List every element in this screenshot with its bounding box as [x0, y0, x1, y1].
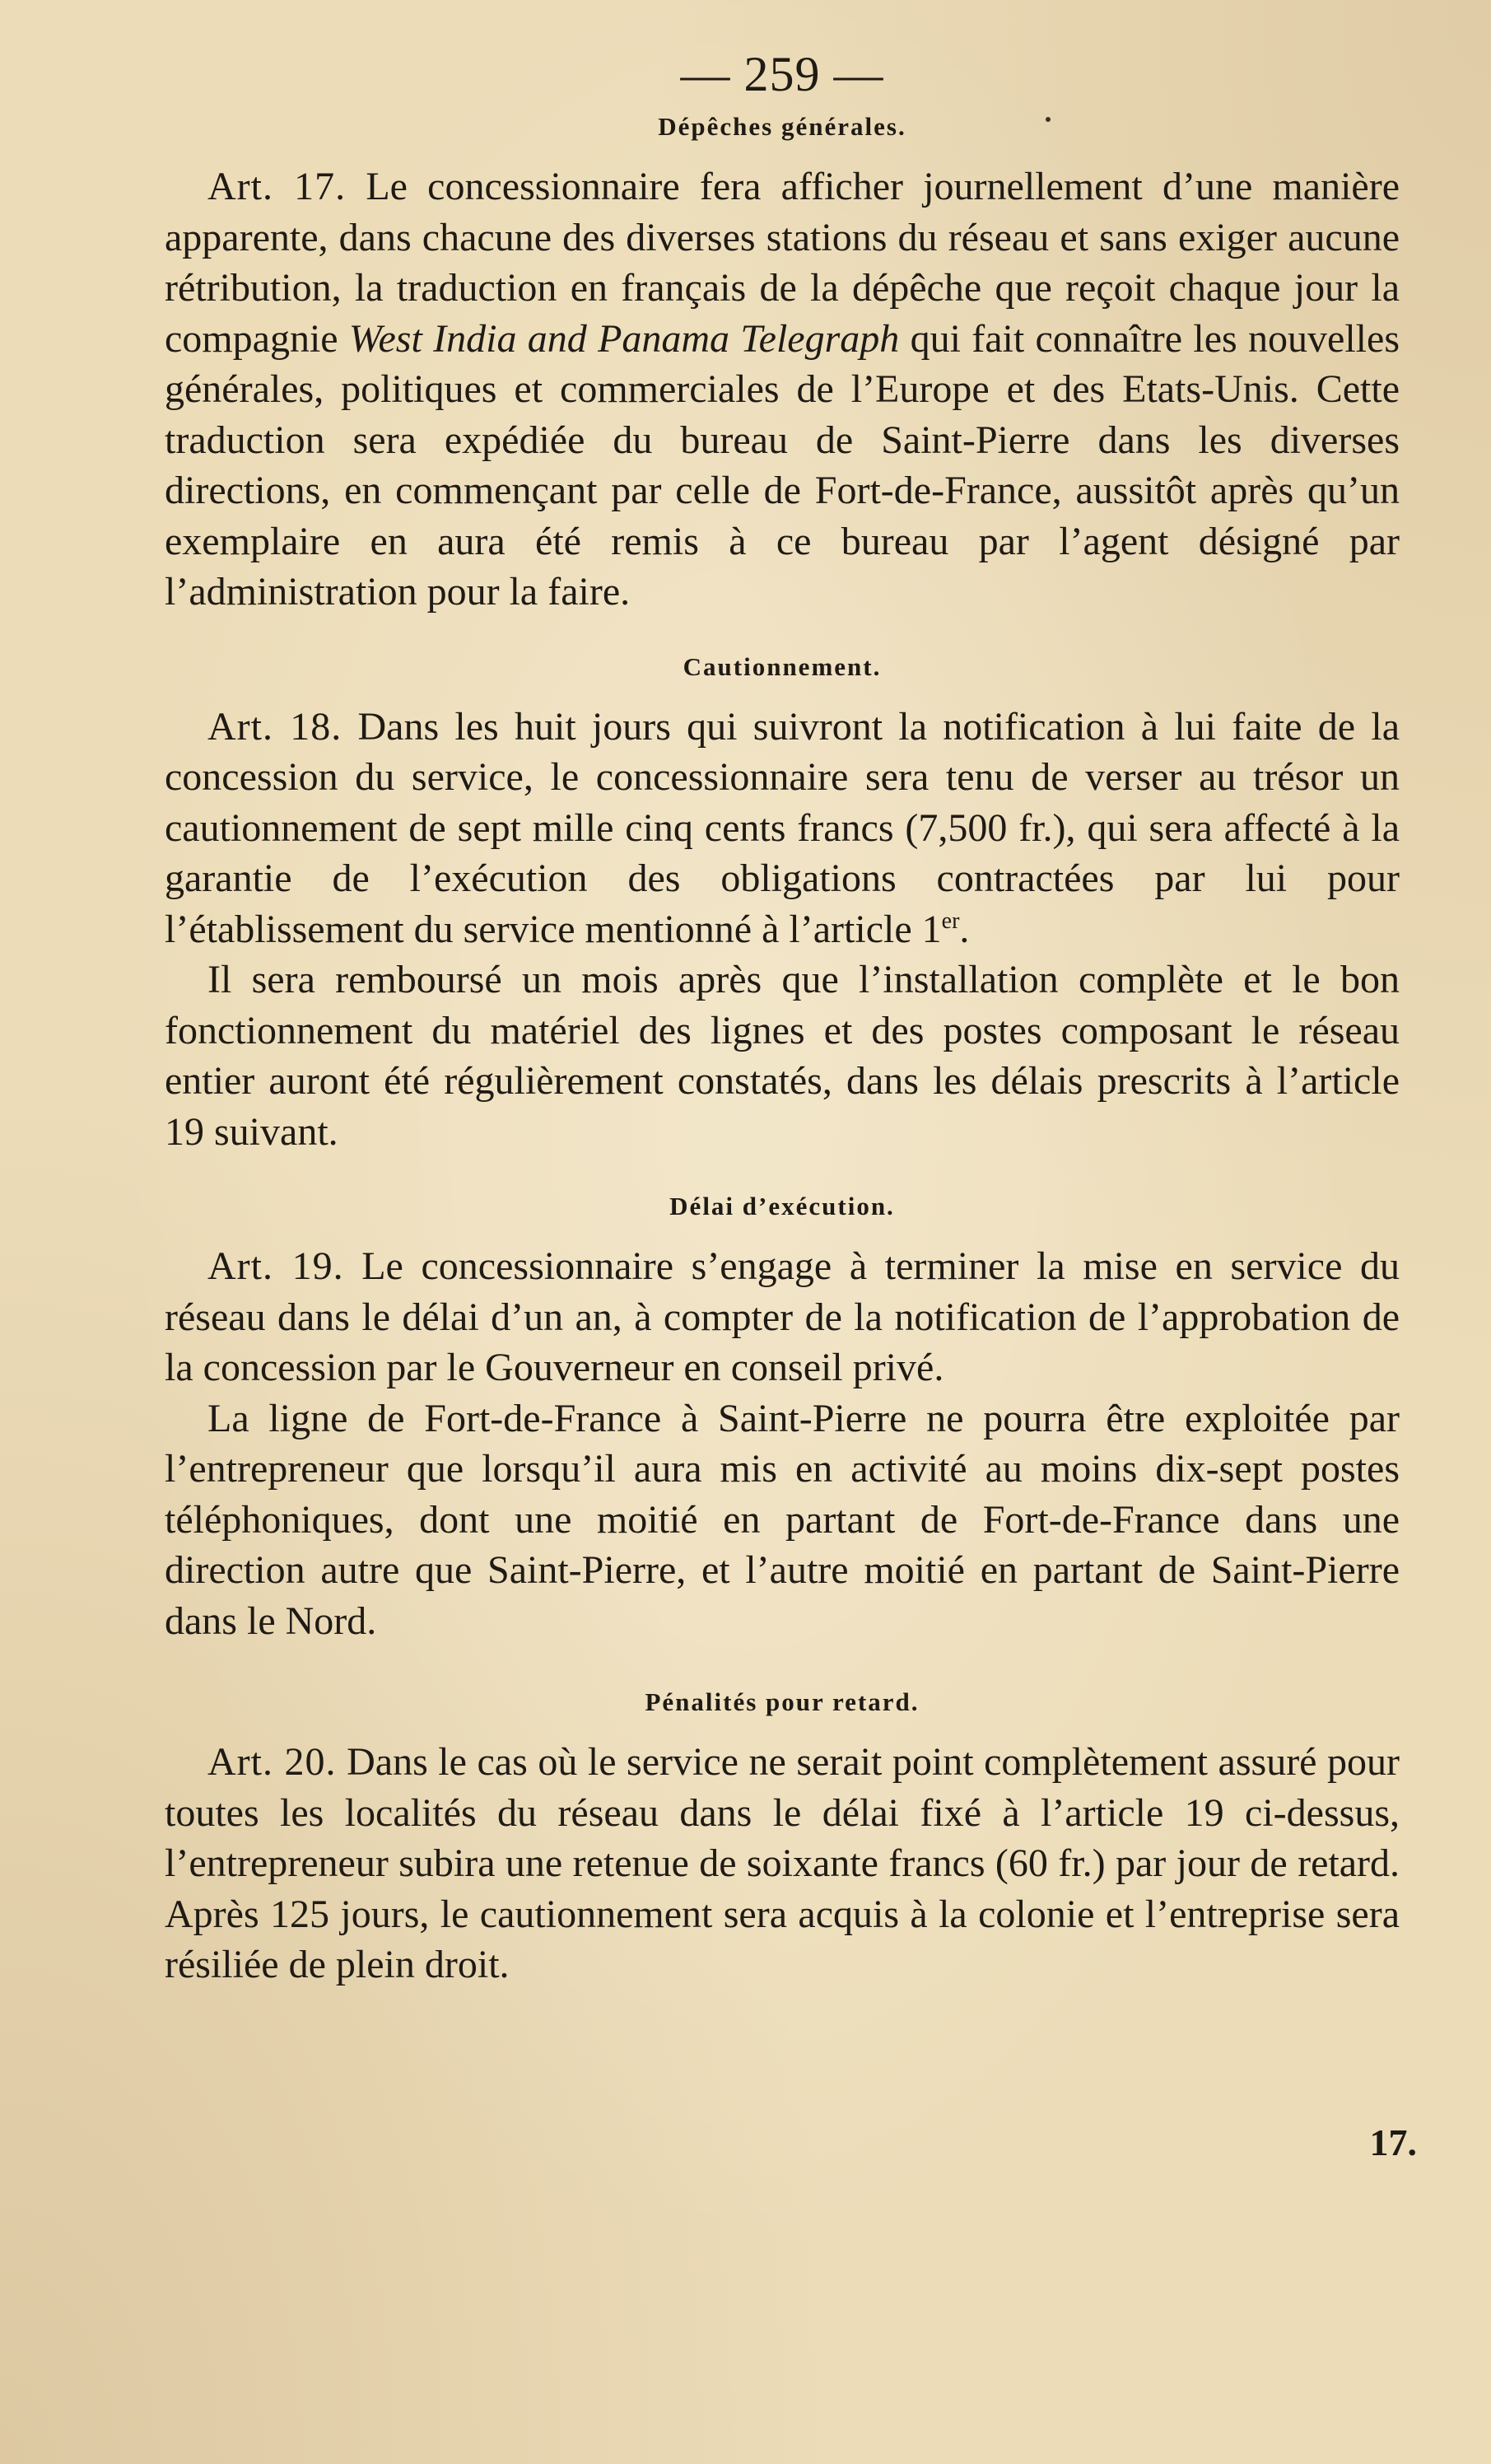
- article-18-second-paragraph: Il sera remboursé un mois après que l’installation complète et le bon fonctionnement du matériel des lignes et des postes composant le réseau entier auront été régulièrement constatés, dans les délais prescrits à l’article 19 suivant.: [165, 958, 1400, 1154]
- book-page: [165, 41, 1400, 2429]
- article-19-paragraph: [165, 1241, 1400, 1393]
- article-19-text: Le concessionnaire s’engage à terminer la mise en service du réseau dans le délai d’un an, à compter de la notification de l’approbation de la concession par le Gouverneur en conseil privé.: [165, 1244, 1400, 1389]
- signature-mark: 17.: [1369, 2121, 1417, 2163]
- article-17-label: Art. 17.: [207, 165, 347, 208]
- article-18-text-end: .: [959, 907, 970, 951]
- article-19-label: Art. 19.: [207, 1244, 344, 1288]
- article-20-paragraph: [165, 1737, 1400, 1990]
- article-18-text-start: Dans les huit jours qui suivront la notification à lui faite de la concession du service, le concessionnaire sera tenu de verser au trésor un cautionnement de sept mille cinq cents francs (7,500 fr.), qui sera affecté à la garantie de l’exécution des obligations contractées par lui pour l’établissement du service mentionné à l’article 1: [165, 704, 1400, 951]
- article-18-superscript: er: [941, 908, 960, 934]
- company-name: West India and Panama Telegraph: [348, 316, 900, 361]
- article-19-second-paragraph: La ligne de Fort-de-France à Saint-Pierre ne pourra être exploitée par l’entrepreneur que lorsqu’il aura mis en activité au moins dix-sept postes téléphoniques, dont une moitié en partant de Fort-de-France dans une direction autre que Saint-Pierre, et l’autre moitié en partant de Saint-Pierre dans le Nord.: [165, 1396, 1400, 1643]
- article-17-text-end: qui fait connaître les nouvelles générales, politiques et commerciales de l’Europe et des Etats-Unis. Cette traduction sera expédiée du bureau de Saint-Pierre dans les diverses directions, en commençant par celle de Fort-de-France, aussitôt après qu’un exemplaire en aura été remis à ce bureau par l’agent désigné par l’administration pour la faire.: [165, 316, 1400, 614]
- article-18-paragraph: [165, 702, 1400, 955]
- article-18-label: Art. 18.: [207, 704, 342, 749]
- section-heading-penalites: Pénalités pour retard.: [645, 1687, 920, 1716]
- section-heading-depeches: Dépêches générales.: [658, 112, 906, 141]
- article-17-paragraph: [165, 161, 1400, 618]
- page-number: — 259 —: [680, 47, 884, 101]
- article-20-text: Dans le cas où le service ne serait point complètement assuré pour toutes les localités du réseau dans le délai fixé à l’article 19 ci-dessus, l’entrepreneur subira une retenue de soixante francs (60 fr.) par jour de retard. Après 125 jours, le cautionnement sera acquis à la colonie et l’entreprise sera résiliée de plein droit.: [165, 1740, 1400, 1986]
- article-17-text-start: Le concessionnaire fera afficher journellement d’une manière apparente, dans chacune des diverses stations du réseau et sans exiger aucune rétribution, la traduction en français de la dépêche que reçoit chaque jour la compagnie: [165, 165, 1400, 361]
- section-heading-delai: Délai d’exécution.: [669, 1192, 895, 1220]
- article-20-label: Art. 20.: [207, 1740, 337, 1784]
- section-heading-cautionnement: Cautionnement.: [683, 651, 882, 681]
